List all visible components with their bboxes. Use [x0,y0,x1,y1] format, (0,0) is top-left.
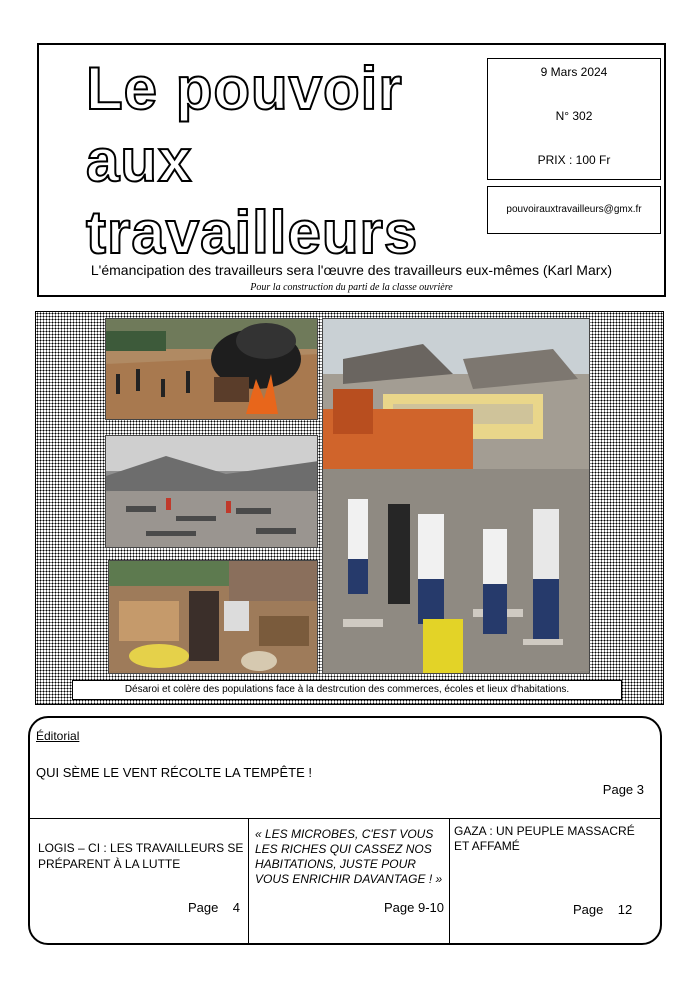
street-fire-image [106,319,318,420]
title-line-1: Le pouvoir [86,55,403,122]
editorial-title: QUI SÈME LE VENT RÉCOLTE LA TEMPÊTE ! [36,765,312,780]
rubble-market-image [106,436,318,548]
email-box [487,186,661,234]
issue-number: N° 302 [555,109,593,123]
students-rubble-image [323,319,590,674]
email-address: pouvoirauxtravailleurs@gmx.fr [506,204,642,215]
article-logis-title: LOGIS – CI : LES TRAVAILLEURS SE PRÉPARENT À LA LUTTE [38,841,244,871]
masthead [37,43,666,297]
photo-students-rubble [322,318,590,674]
photo-street-fire [105,318,318,420]
article-logis-page: Page 4 [188,900,241,915]
article-gaza-title: GAZA : UN PEUPLE MASSACRÉ ET AFFAMÉ [454,824,635,853]
title-line-2: aux [86,127,193,194]
photo-collage [35,311,664,705]
issue-date: 9 Mars 2024 [540,65,608,79]
photo-caption: Désaroi et colère des populations face à la destrcution des commerces, écoles et lieux d'habitations. [72,680,622,700]
toc-divider-horizontal [30,818,660,819]
issue-info-box [487,58,661,180]
toc-divider-left [248,818,249,943]
photo-belongings-street [108,560,318,674]
article-gaza-page: Page 12 [573,902,633,917]
belongings-street-image [109,561,318,674]
issue-price: PRIX : 100 Fr [537,153,611,167]
newspaper-title [86,53,486,269]
article-microbes-title: « LES MICROBES, C'EST VOUS LES RICHES QUI CASSEZ NOS HABITATIONS, JUSTE POUR VOUS ENRICHIR DAVANTAGE ! » [255,827,443,886]
editorial-label: Éditorial [36,729,80,743]
article-microbes-page: Page 9-10 [384,900,444,915]
subtagline: Pour la construction du parti de la classe ouvrière [250,282,453,293]
title-line-3: travailleurs [86,199,419,266]
table-of-contents [28,716,662,945]
tagline: L'émancipation des travailleurs sera l'œuvre des travailleurs eux-mêmes (Karl Marx) [90,262,613,278]
photo-rubble-market [105,435,318,548]
editorial-page: Page 3 [602,782,644,797]
